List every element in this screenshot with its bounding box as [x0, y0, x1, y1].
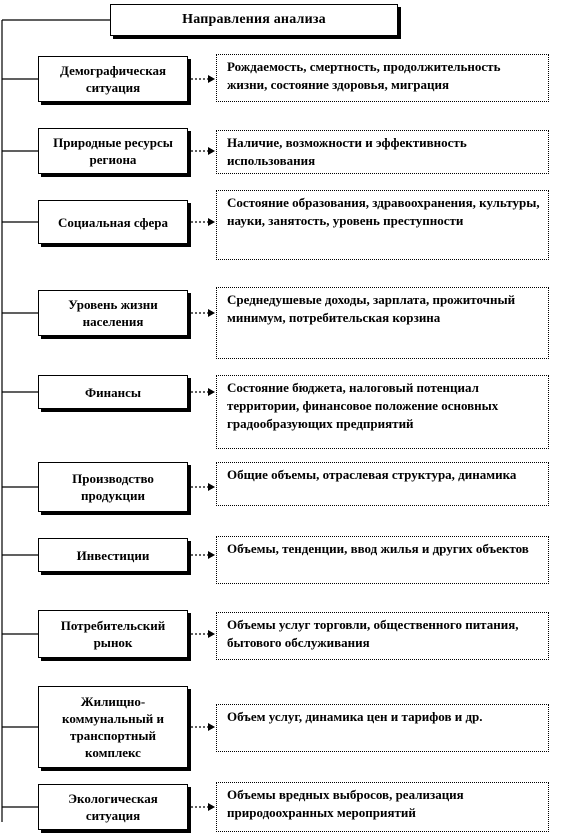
direction-label: Жилищно-коммунальный и транспортный комплекс: [62, 694, 164, 760]
content-text: Объем услуг, динамика цен и тарифов и др.: [227, 709, 483, 724]
content-text: Среднедушевые доходы, зарплата, прожиточный минимум, потребительская корзина: [227, 292, 516, 325]
content-text: Общие объемы, отраслевая структура, динамика: [227, 467, 517, 482]
content-box: [216, 704, 549, 752]
direction-box: [38, 784, 188, 830]
direction-label: Производство продукции: [72, 471, 154, 503]
content-box: [216, 536, 549, 584]
arrow-head-icon: [208, 388, 215, 396]
content-box: [216, 612, 549, 660]
direction-box: [38, 290, 188, 336]
direction-label: Социальная сфера: [57, 214, 169, 230]
diagram-title: Направления анализа: [182, 12, 326, 27]
content-text: Объемы вредных выбросов, реализация природоохранных мероприятий: [227, 787, 464, 820]
direction-box: [38, 128, 188, 174]
content-box: [216, 54, 549, 102]
arrow-head-icon: [208, 218, 215, 226]
direction-label: Потребительский рынок: [60, 618, 166, 650]
direction-box: [38, 200, 188, 244]
title-box: [110, 4, 398, 36]
arrow-head-icon: [208, 483, 215, 491]
direction-label: Уровень жизни населения: [68, 297, 158, 329]
direction-box: [38, 610, 188, 658]
arrow-head-icon: [208, 630, 215, 638]
direction-label: Природные ресурсы региона: [53, 135, 173, 167]
direction-box: [38, 538, 188, 572]
content-text: Состояние образования, здравоохранения, культуры, науки, занятость, уровень преступности: [227, 195, 540, 228]
content-box: [216, 782, 549, 832]
content-text: Наличие, возможности и эффективность использования: [227, 135, 467, 168]
content-box: [216, 130, 549, 174]
content-text: Состояние бюджета, налоговый потенциал территории, финансовое положение основных градообразующих предприятий: [227, 380, 499, 431]
arrow-head-icon: [208, 147, 215, 155]
direction-label: Финансы: [84, 384, 142, 400]
direction-box: [38, 686, 188, 768]
direction-label: Инвестиции: [76, 547, 150, 563]
arrow-head-icon: [208, 309, 215, 317]
content-text: Рождаемость, смертность, продолжительность жизни, состояние здоровья, миграция: [227, 59, 501, 92]
direction-label: Экологическая ситуация: [68, 791, 158, 823]
arrow-head-icon: [208, 75, 215, 83]
content-text: Объемы услуг торговли, общественного питания, бытового обслуживания: [227, 617, 519, 650]
content-box: [216, 462, 549, 506]
arrow-head-icon: [208, 723, 215, 731]
content-box: [216, 287, 549, 359]
content-text: Объемы, тенденции, ввод жилья и других объектов: [227, 541, 529, 556]
direction-box: [38, 462, 188, 512]
direction-label: Демографическая ситуация: [59, 63, 167, 95]
arrow-head-icon: [208, 803, 215, 811]
direction-box: [38, 375, 188, 409]
content-box: [216, 375, 549, 449]
content-box: [216, 190, 549, 260]
direction-box: [38, 56, 188, 102]
arrow-head-icon: [208, 551, 215, 559]
